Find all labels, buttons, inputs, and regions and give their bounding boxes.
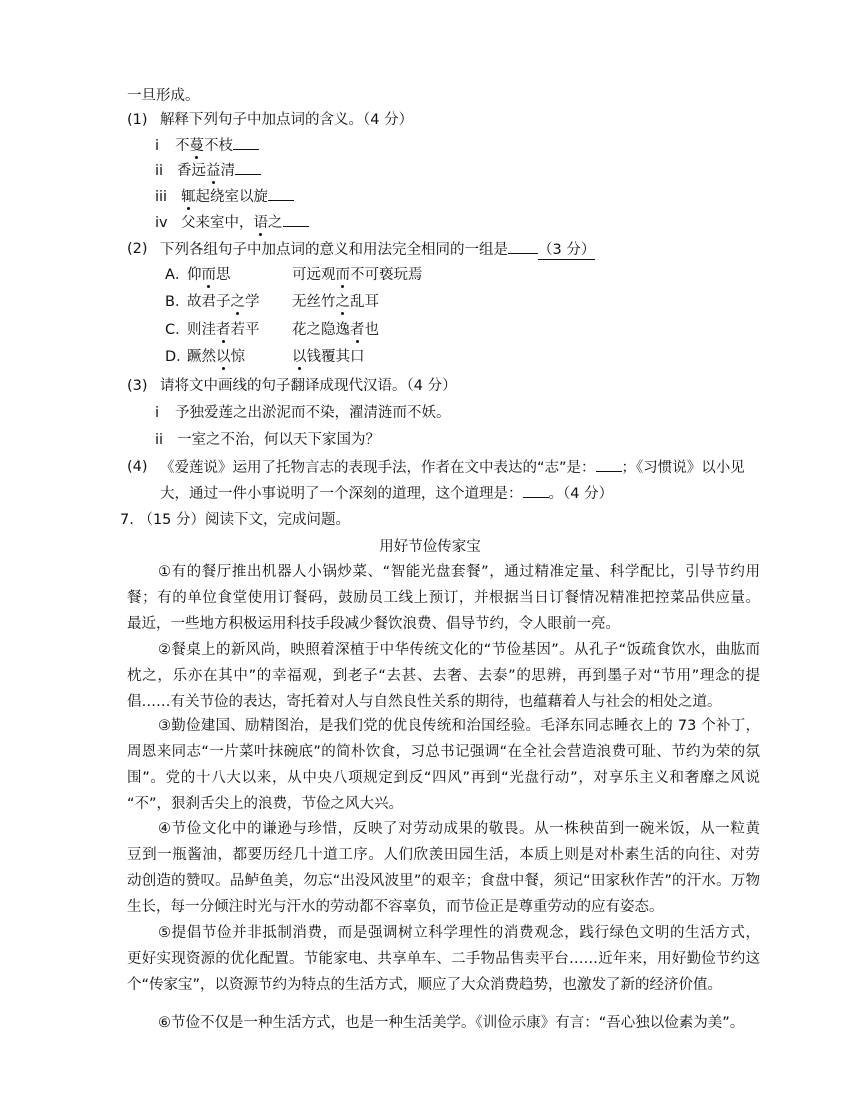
dotted-word: 以: [216, 349, 231, 365]
paragraph-number: ⑥: [158, 1015, 171, 1031]
paragraph-text: 节俭不仅是一种生活方式，也是一种生活美学。《训俭示康》有言：“吾心独以俭素为美”。: [171, 1015, 745, 1031]
q3-prompt: 请将文中画线的句子翻译成现代汉语。（4 分）: [160, 378, 457, 394]
q3-item-1: [155, 403, 451, 423]
paragraph-4-line-1: [158, 819, 760, 839]
paragraph-5-line-3: [127, 975, 722, 995]
paragraph-text: 餐桌上的新风尚，映照着深植于中华传统文化的“节俭基因”。从孔子“饭疏食饮水，曲肱而: [171, 642, 760, 658]
answer-blank[interactable]: [233, 135, 259, 150]
dotted-word: 之: [230, 294, 245, 310]
q2-option-c-right: [292, 320, 379, 340]
item-text-post: 不枝: [204, 138, 233, 154]
q4-text-1a: 《爱莲说》运用了托物言志的表现手法，作者在文中表达的“志”是：: [160, 460, 596, 476]
item-label: i: [155, 138, 160, 154]
option-left-pre: 仰: [187, 267, 202, 283]
paragraph-5-line-2: [127, 949, 760, 969]
paragraph-text: 生长，每一分倾注时光与汗水的劳动都不容辜负，而节俭正是尊重劳动的应有姿态。: [127, 899, 664, 915]
option-left-post: 惊: [230, 349, 245, 365]
q3-number: (3): [127, 378, 148, 394]
paragraph-2-line-2: [127, 666, 760, 686]
item-label: ii: [155, 432, 164, 448]
q1-number: (1): [127, 112, 148, 128]
paragraph-text: 豆到一瓶酱油，都要历经几十道工序。人们欣羡田园生活，本质上则是对朴素生活的向往、对劳: [127, 847, 760, 863]
q2-option-b: [165, 292, 260, 312]
q1-item-3: [155, 186, 294, 207]
item-text-pre: 父来室中，: [181, 215, 254, 231]
option-right-pre: 可远观: [292, 267, 336, 283]
answer-blank[interactable]: [268, 186, 294, 201]
paragraph-2-line-3: [127, 692, 722, 712]
article-title: 用好节俭传家宝: [379, 539, 481, 555]
q2-number: (2): [127, 241, 148, 257]
option-right-post: 也: [364, 322, 379, 338]
option-left-post: 学: [245, 294, 260, 310]
q4-line-2: [160, 483, 613, 504]
item-label: iii: [155, 189, 168, 205]
paragraph-text: 动创造的赞叹。品鲈鱼美，勿忘“出没风波里”的艰辛；食盘中餐，须记“田家秋作苦”的汗水。万物: [127, 873, 760, 889]
paragraph-text: 勤俭建国、励精图治，是我们党的优良传统和治国经验。毛泽东同志睡衣上的 73 个补丁，: [171, 718, 761, 734]
paragraph-text: 节俭文化中的谦逊与珍惜，反映了对劳动成果的敬畏。从一株秧苗到一碗米饭，从一粒黄: [171, 821, 761, 837]
paragraph-text: 最近，一些地方积极运用科技手段减少餐饮浪费、倡导节约，令人眼前一亮。: [127, 616, 620, 632]
paragraph-5-line-1: [158, 923, 760, 943]
option-left-pre: 故君子: [187, 294, 231, 310]
paragraph-1-line-2: [127, 588, 760, 608]
option-letter: A．: [165, 267, 190, 283]
q2-prompt: 下列各组句子中加点词的意义和用法完全相同的一组是: [160, 242, 508, 258]
answer-blank[interactable]: [508, 239, 538, 254]
q4-line-1: [160, 457, 745, 478]
paragraph-3-line-3: [127, 768, 760, 788]
paragraph-3-line-2: [127, 742, 760, 762]
paragraph-6-line-1: [158, 1013, 744, 1033]
q2-option-a-right: [292, 265, 423, 285]
option-letter: B．: [165, 294, 190, 310]
item-label: iv: [155, 215, 168, 231]
q1-item-4: [155, 212, 309, 233]
q4-text-1b: ；《习惯说》以小见: [621, 460, 745, 476]
dotted-word: 益: [206, 163, 221, 179]
dotted-word: 而: [201, 267, 216, 283]
q4-number: (4): [127, 459, 148, 475]
option-left-pre: 则洼: [187, 322, 216, 338]
q7-header: 7. （15 分）阅读下文，完成问题。: [120, 512, 351, 528]
dotted-word: 以: [292, 349, 307, 365]
q4-text-2b: 。（4 分）: [548, 486, 614, 502]
dotted-word: 蔓: [189, 138, 204, 154]
option-letter: D．: [165, 349, 191, 365]
paragraph-text: 枕之，乐亦在其中”的幸福观，到老子“去甚、去奢、去泰”的思辨，再到墨子对“节用”理念的提: [127, 668, 760, 684]
item-text-post: 之: [268, 215, 283, 231]
q4-text-2a: 大，通过一件小事说明了一个深刻的道理，这个道理是：: [160, 486, 523, 502]
paragraph-number: ②: [158, 642, 172, 658]
option-left-post: 若平: [230, 322, 260, 338]
option-right-post: 乱耳: [350, 294, 379, 310]
paragraph-3-line-4: [127, 794, 403, 814]
dotted-word: 之: [335, 294, 350, 310]
paragraph-text: 餐；有的单位食堂使用订餐码，鼓励员工线上预订，并根据当日订餐情况精准把控菜品供应量。: [127, 590, 760, 606]
q2-option-a: [165, 265, 231, 285]
paragraph-number: ①: [158, 564, 172, 580]
q1-prompt: 解释下列句子中加点词的含义。（4 分）: [160, 112, 414, 128]
q2-option-d-right: [292, 347, 365, 367]
paragraph-3-line-1: [158, 716, 760, 736]
paragraph-text: 围”。党的十八大以来，从中央八项规定到反“四风”再到“光盘行动”，对享乐主义和奢靡之风说: [127, 770, 760, 786]
q1-item-2: [155, 160, 261, 181]
paragraph-number: ④: [158, 821, 172, 837]
q3-item-2: [155, 430, 380, 450]
dotted-word: 语: [253, 215, 268, 231]
option-left-post: 思: [216, 267, 231, 283]
dotted-word: 者: [216, 322, 231, 338]
dotted-word: 而: [335, 267, 350, 283]
item-text-pre: 不: [175, 138, 190, 154]
paragraph-number: ⑤: [158, 925, 172, 941]
item-text-post: 起绕室以旋: [195, 189, 268, 205]
option-right-post: 钱覆其口: [306, 349, 365, 365]
paragraph-text: 有的餐厅推出机器人小锅炒菜、“智能光盘套餐”，通过精准定量、科学配比，引导节约用: [171, 564, 760, 580]
q1-item-1: [155, 135, 259, 156]
answer-blank[interactable]: [596, 457, 622, 472]
answer-blank[interactable]: [283, 212, 309, 227]
option-letter: C．: [165, 322, 190, 338]
paragraph-text: 倡……有关节俭的表达，寄托着对人与自然良性关系的期待，也蕴藉着人与社会的相处之道。: [127, 694, 722, 710]
answer-blank[interactable]: [523, 483, 549, 498]
paragraph-text: 更好实现资源的优化配置。节能家电、共享单车、二手物品售卖平台……近年来，用好勤俭节约这: [127, 951, 760, 967]
paragraph-text: 周恩来同志“一片菜叶抹碗底”的简朴饮食，习总书记强调“在全社会营造浪费可耻、节约为荣的氛: [127, 744, 760, 760]
option-left-pre: 蹶然: [187, 349, 216, 365]
q2-prompt-line: [160, 239, 595, 260]
paragraph-4-line-2: [127, 845, 760, 865]
paragraph-number: ③: [158, 718, 172, 734]
paragraph-4-line-4: [127, 897, 664, 917]
answer-blank[interactable]: [235, 160, 261, 175]
option-right-post: 不可亵玩焉: [350, 267, 423, 283]
paragraph-text: “不”，狠刹舌尖上的浪费，节俭之风大兴。: [127, 796, 404, 812]
item-text: 一室之不治，何以天下家国为？: [177, 432, 380, 448]
paragraph-4-line-3: [127, 871, 760, 891]
dotted-word: 者: [350, 322, 365, 338]
dotted-word: 辄: [181, 189, 196, 205]
paragraph-text: 提倡节俭并非抵制消费，而是强调树立科学理性的消费观念，践行绿色文明的生活方式，: [171, 925, 761, 941]
paragraph-1-line-1: [158, 562, 760, 582]
intro-line: 一旦形成。: [127, 88, 200, 104]
q2-score: （3 分）: [538, 242, 596, 258]
option-right-pre: 无丝竹: [292, 294, 336, 310]
q2-option-c: [165, 320, 260, 340]
paragraph-1-line-3: [127, 614, 620, 634]
item-text-post: 清: [220, 163, 235, 179]
paragraph-text: 个“传家宝”，以资源节约为特点的生活方式，顺应了大众消费趋势，也激发了新的经济价值。: [127, 977, 723, 993]
item-label: ii: [155, 163, 164, 179]
option-right-pre: 花之隐逸: [292, 322, 350, 338]
q2-option-b-right: [292, 292, 379, 312]
item-label: i: [155, 405, 160, 421]
paragraph-2-line-1: [158, 640, 760, 660]
item-text: 予独爱莲之出淤泥而不染，濯清涟而不妖。: [175, 405, 451, 421]
item-text-pre: 香远: [177, 163, 206, 179]
q2-option-d: [165, 347, 245, 367]
